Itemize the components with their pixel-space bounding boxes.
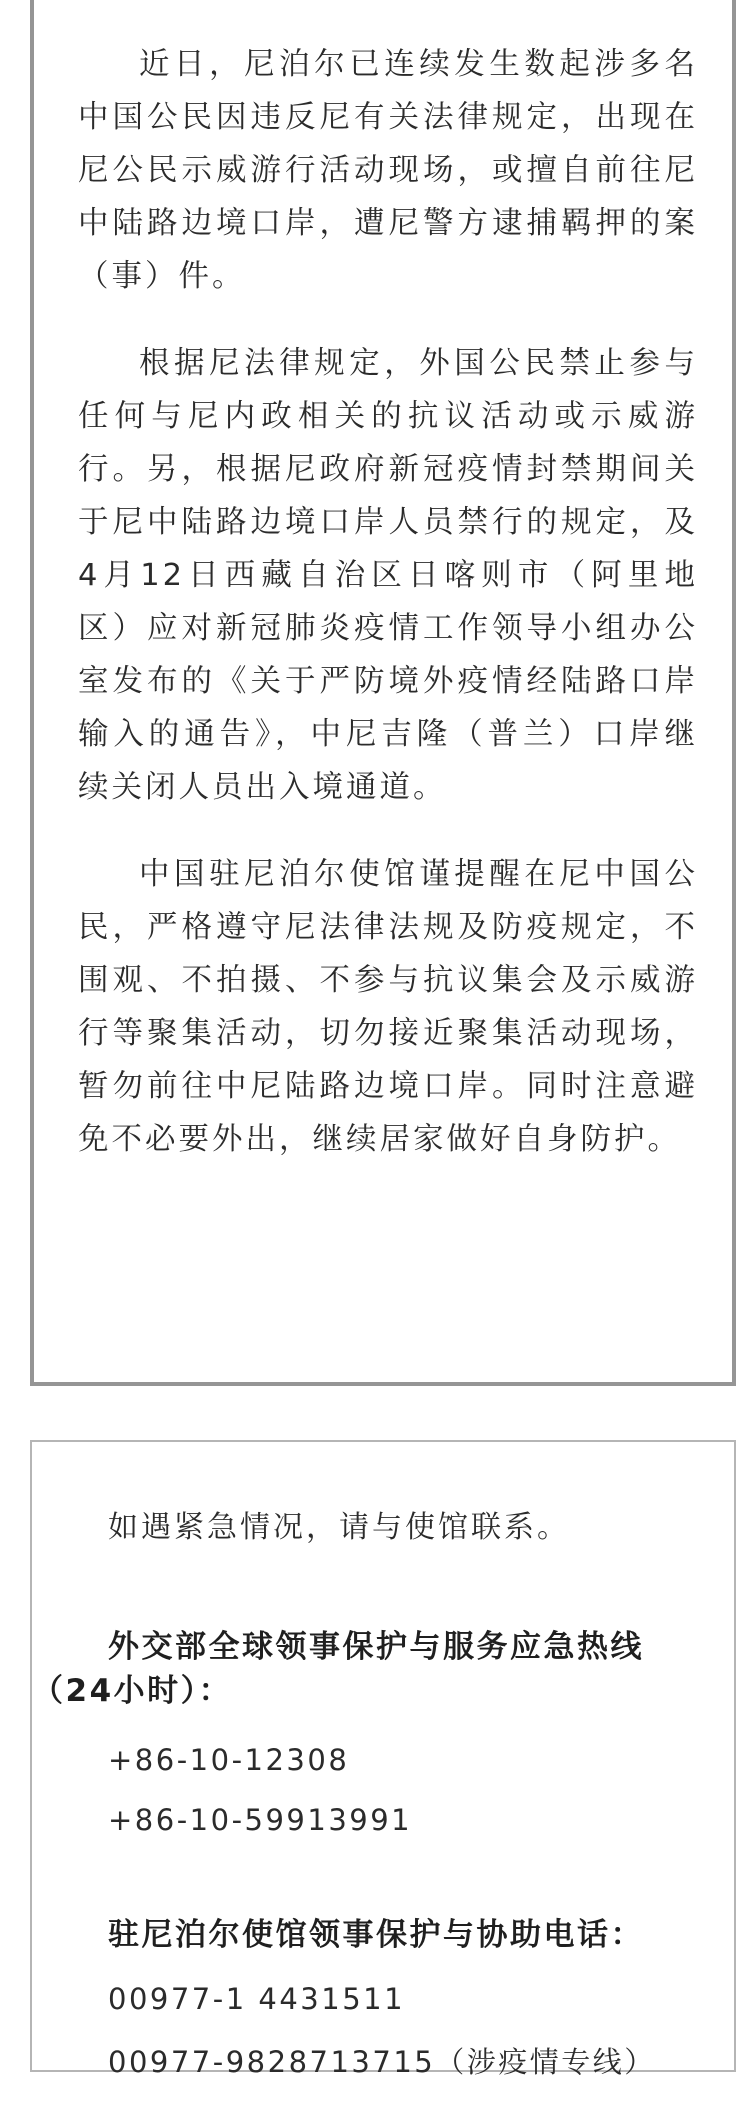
notice-paragraph-2: 根据尼法律规定，外国公民禁止参与任何与尼内政相关的抗议活动或示威游行。另，根据尼政府新冠疫情封禁期间关于尼中陆路边境口岸人员禁行的规定，及4月12日西藏自治区日喀则市（阿里地区）应对新冠肺炎疫情工作领导小组办公室发布的《关于严防境外疫情经陆路口岸输入的通告》，中尼吉隆（普兰）口岸继续关闭人员出入境通道。 <box>78 346 698 805</box>
notice-card <box>30 0 736 1386</box>
contact-intro: 如遇紧急情况，请与使馆联系。 <box>108 1510 570 1545</box>
hotline-title <box>32 1625 722 1713</box>
hotline-phone-2[interactable]: +86-10-59913991 <box>108 1803 413 1837</box>
hotline-phone-1[interactable]: +86-10-12308 <box>108 1743 350 1777</box>
notice-paragraph-3: 中国驻尼泊尔使馆谨提醒在尼中国公民，严格遵守尼法律法规及防疫规定，不围观、不拍摄、不参与抗议集会及示威游行等聚集活动，切勿接近聚集活动现场，暂勿前往中尼陆路边境口岸。同时注意避免不必要外出，继续居家做好自身防护。 <box>78 857 698 1157</box>
contact-card <box>30 1440 736 2079</box>
hotline-title-line1: 外交部全球领事保护与服务应急热线 <box>108 1629 644 1665</box>
notice-body <box>78 38 698 1200</box>
embassy-phone-1[interactable]: 00977-1 4431511 <box>108 1982 406 2016</box>
notice-paragraph-1: 近日，尼泊尔已连续发生数起涉多名中国公民因违反尼有关法律规定，出现在尼公民示威游行活动现场，或擅自前往尼中陆路边境口岸，遭尼警方逮捕羁押的案（事）件。 <box>78 47 698 294</box>
embassy-phone-2[interactable]: 00977-9828713715（涉疫情专线） <box>108 2045 656 2079</box>
embassy-phone-title: 驻尼泊尔使馆领事保护与协助电话： <box>108 1917 644 1953</box>
hotline-title-line2: （24小时）： <box>32 1673 233 1709</box>
